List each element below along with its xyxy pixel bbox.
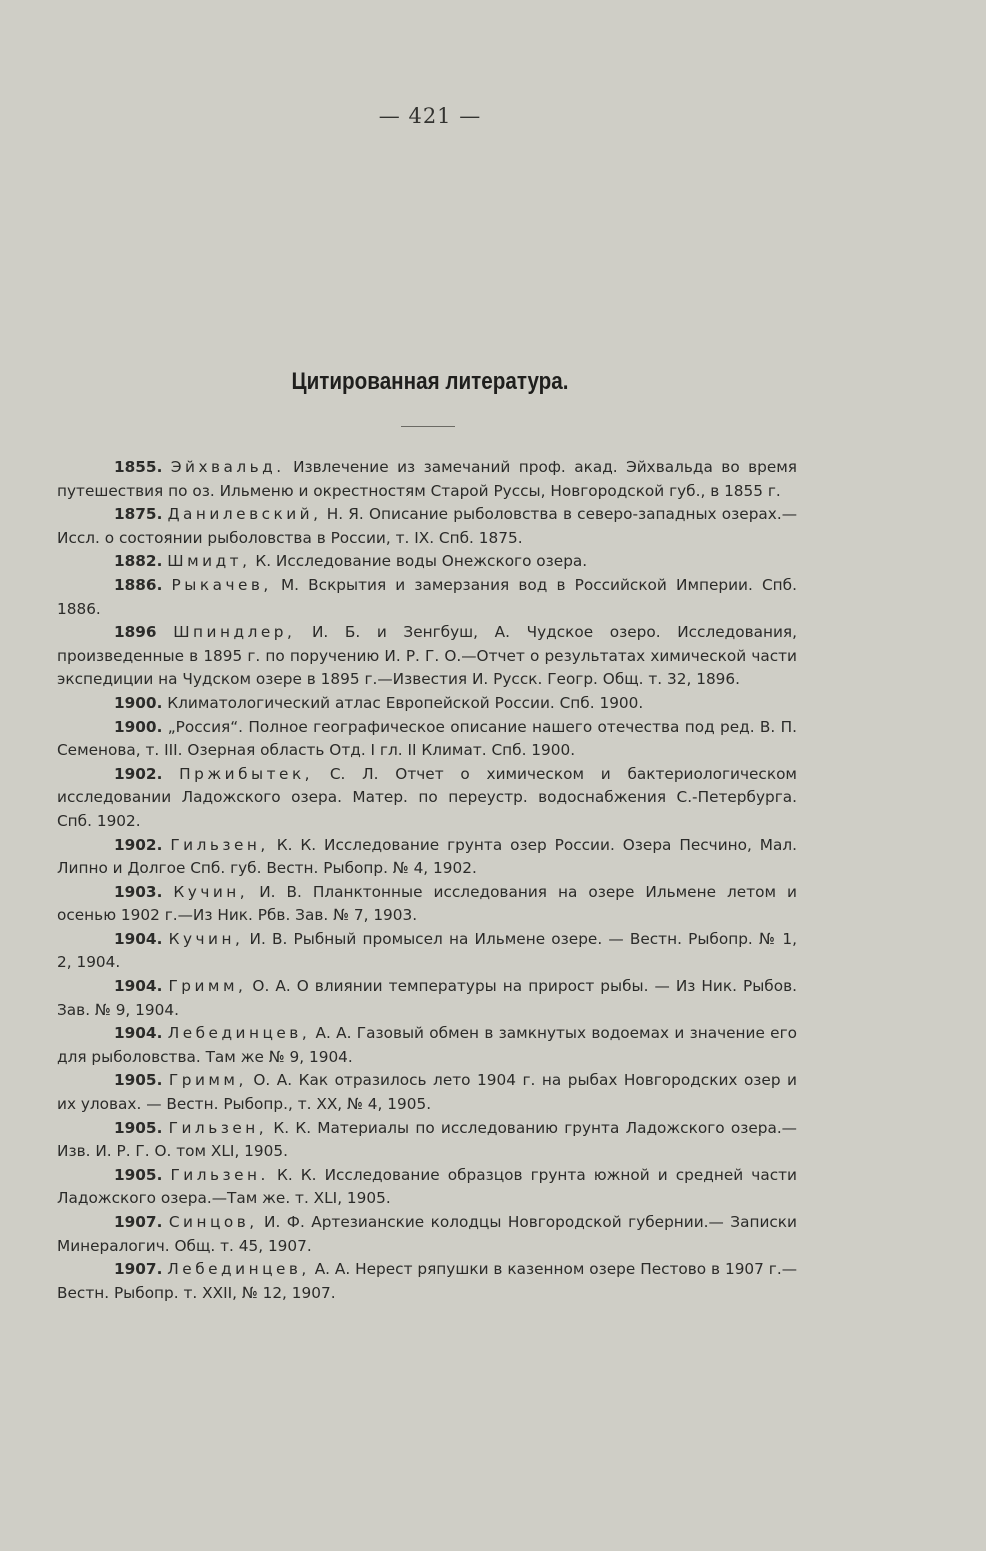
reference-entry [57,834,797,881]
reference-text: К. К. Материалы по исследованию грунта Ладожского озера.—Изв. И. Р. Г. О. том XLI, 1905. [57,1118,797,1161]
reference-entry [57,716,797,763]
reference-text: О. А. Как отразилось лето 1904 г. на рыбах Новгородских озер и их уловах. — Вестн. Рыбопр., т. XX, № 4, 1905. [57,1071,797,1114]
reference-text: М. Вскрытия и замерзания вод в Российской Империи. Спб. 1886. [57,575,797,618]
reference-year: 1905. [114,1071,163,1090]
reference-author: Кучин, [168,929,244,948]
reference-entry [57,621,797,692]
reference-text: С. Л. Отчет о химическом и бактериологическом исследовании Ладожского озера. Матер. по переустр. водоснабжения С.-Петербурга. Спб. 1902. [57,764,797,830]
heading-divider [401,426,455,427]
reference-entry [57,1117,797,1164]
reference-text: И. В. Планктонные исследования на озере Ильмене летом и осенью 1902 г.—Из Ник. Рбв. Зав. № 7, 1903. [57,882,797,925]
reference-author: Гримм, [168,1071,247,1090]
reference-author: Шмидт, [167,552,251,571]
reference-text: Н. Я. Описание рыболовства в северо-западных озерах.—Иссл. о состоянии рыболовства в России, т. IX. Спб. 1875. [57,505,797,547]
reference-text: К. К. Исследование образцов грунта южной и средней части Ладожского озера.—Там же. т. XLI, 1905. [57,1165,797,1208]
reference-year: 1855. [114,458,163,476]
reference-year: 1904. [114,1024,163,1043]
reference-entry [57,1258,797,1305]
reference-year: 1905. [114,1165,163,1184]
reference-author: Лебединцев, [167,1260,310,1279]
reference-text: „Россия“. Полное географическое описание нашего отечества под ред. В. П. Семенова, т. III. Озерная область Отд. I гл. II Климат. Спб. 1900. [57,717,797,760]
reference-author: Эйхвальд. [170,458,285,476]
reference-author: Гильзен, [170,835,269,854]
reference-author: Рыкачев, [171,575,272,594]
reference-year: 1896 [114,623,157,642]
reference-year: 1902. [114,835,163,854]
reference-year: 1900. [114,693,163,712]
reference-text: Климатологический атлас Европейской России. Спб. 1900. [167,693,644,712]
section-heading: Цитированная литература. [291,368,569,395]
reference-entry [57,574,797,621]
reference-author: Синцов, [168,1213,258,1231]
reference-entry [57,1069,797,1116]
reference-entry [57,503,797,550]
reference-text: К. Исследование воды Онежского озера. [255,552,588,571]
reference-year: 1902. [114,764,163,783]
reference-entry [57,692,797,716]
reference-text: О. А. О влиянии температуры на прирост рыбы. — Из Ник. Рыбов. Зав. № 9, 1904. [57,977,797,1019]
reference-text: Извлечение из замечаний проф. акад. Эйхвальда во время путешествия по оз. Ильменю и окрестностям Старой Руссы, Новгородской губ., в 1855 г. [57,458,797,500]
reference-year: 1905. [114,1118,163,1137]
reference-author: Гильзен, [168,1118,268,1137]
reference-entry [57,881,797,928]
reference-entry [57,975,797,1022]
reference-year: 1875. [114,505,163,524]
reference-year: 1886. [114,575,163,594]
reference-author: Данилевский, [167,505,322,524]
reference-text: А. А. Газовый обмен в замкнутых водоемах и значение его для рыболовства. Там же № 9, 1904. [57,1024,797,1066]
reference-text: К. К. Исследование грунта озер России. Озера Песчино, Мал. Липно и Долгое Спб. губ. Вестн. Рыбопр. № 4, 1902. [57,835,797,878]
reference-year: 1882. [114,552,163,571]
reference-entry [57,1164,797,1211]
reference-author: Лебединцев, [167,1024,311,1043]
reference-year: 1904. [114,977,163,996]
reference-entry [57,763,797,834]
reference-author: Гильзен. [170,1165,269,1184]
reference-year: 1904. [114,929,163,948]
reference-author: Кучин, [173,882,249,901]
reference-entry [57,1211,797,1258]
page-number: — 421 — [378,104,482,128]
reference-text: И. Б. и Зенгбуш, А. Чудское озеро. Исследования, произведенные в 1895 г. по поручению И. Р. Г. О.—Отчет о результатах химической части экспедиции на Чудском озере в 1895 г.—Известия И. Русск. Геогр. Общ. т. 32, 1896. [57,623,797,689]
reference-year: 1907. [114,1213,163,1231]
reference-text: И. Ф. Артезианские колодцы Новгородской губернии.— Записки Минералогич. Общ. т. 45, 1907. [57,1213,797,1255]
reference-author: Пржибытек, [179,764,314,783]
reference-entry [57,456,797,503]
reference-author: Шпиндлер, [173,623,296,642]
reference-entry [57,550,797,574]
reference-list [57,456,797,1305]
reference-entry [57,1022,797,1069]
reference-year: 1903. [114,882,163,901]
reference-entry [57,928,797,975]
reference-author: Гримм, [168,977,247,996]
reference-year: 1907. [114,1260,163,1279]
reference-text: И. В. Рыбный промысел на Ильмене озере. — Вестн. Рыбопр. № 1, 2, 1904. [57,929,797,972]
reference-year: 1900. [114,717,163,736]
reference-text: А. А. Нерест ряпушки в казенном озере Пестово в 1907 г.—Вестн. Рыбопр. т. XXII, № 12, 1907. [57,1260,797,1302]
